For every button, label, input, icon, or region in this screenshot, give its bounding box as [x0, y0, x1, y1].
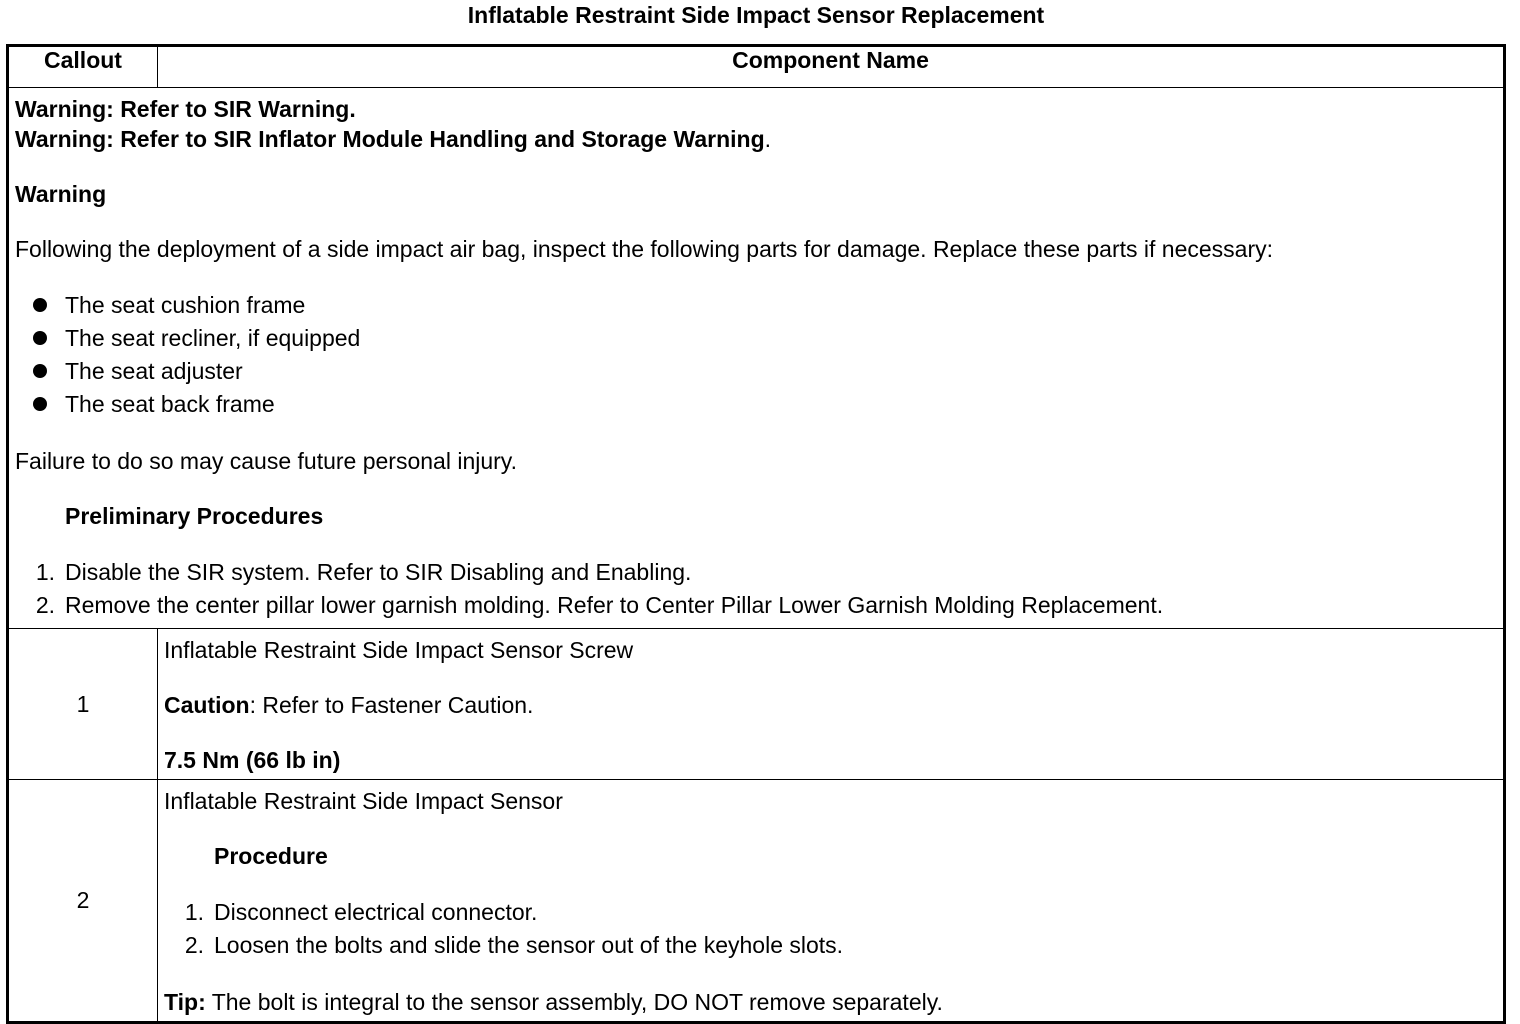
warning-line-1: [15, 94, 1497, 124]
component-cell: [158, 629, 1505, 780]
caution-label: Caution: [164, 692, 250, 718]
tip-line: [164, 987, 1497, 1017]
list-item: The seat back frame: [15, 388, 1497, 421]
list-item: The seat recliner, if equipped: [15, 322, 1497, 355]
warning-line-2: [15, 124, 1497, 154]
procedure-table: [6, 44, 1506, 1024]
bullet-icon: [33, 364, 47, 378]
header-component-name: Component Name: [158, 46, 1505, 88]
table-row: [8, 780, 1505, 1023]
list-item: 1. Disable the SIR system. Refer to SIR Disabling and Enabling.: [35, 559, 692, 585]
table-row: [8, 629, 1505, 780]
warning-heading: Warning: [15, 181, 107, 207]
tip-label: Tip:: [164, 989, 206, 1015]
list-item: 1. Disconnect electrical connector.: [184, 899, 538, 925]
bullet-icon: [33, 331, 47, 345]
failure-note: Failure to do so may cause future personal injury.: [15, 448, 517, 474]
procedure-steps: [164, 896, 1497, 962]
preliminary-steps: [15, 556, 1497, 622]
preliminary-heading: Preliminary Procedures: [65, 503, 324, 529]
bullet-icon: [33, 397, 47, 411]
notes-row: [8, 88, 1505, 629]
warning-text: Refer to SIR Warning.: [120, 96, 356, 122]
list-item: The seat cushion frame: [15, 289, 1497, 322]
list-item: 2. Loosen the bolts and slide the sensor out of the keyhole slots.: [184, 932, 844, 958]
caution-line: Caution: Refer to Fastener Caution.: [164, 692, 534, 718]
component-cell: [158, 780, 1505, 1023]
list-item: 2. Remove the center pillar lower garnish molding. Refer to Center Pillar Lower Garnish Molding Replacement.: [35, 592, 1164, 618]
inspection-list: [15, 289, 1497, 421]
torque-spec: 7.5 Nm (66 lb in): [164, 747, 341, 773]
notes-cell: [8, 88, 1505, 629]
table-header-row: [8, 46, 1505, 88]
warning-period: .: [764, 126, 772, 152]
warning-label: Warning:: [15, 96, 114, 122]
procedure-heading: Procedure: [214, 843, 328, 869]
caution-text: Refer to Fastener Caution.: [256, 692, 534, 718]
document-title: Inflatable Restraint Side Impact Sensor Replacement: [467, 2, 1045, 28]
component-name: Inflatable Restraint Side Impact Sensor: [164, 788, 563, 814]
header-callout: Callout: [8, 46, 158, 88]
callout-number: 2: [8, 780, 158, 1023]
warning-intro: Following the deployment of a side impact air bag, inspect the following parts for damage. Replace these parts if necessary:: [15, 236, 1274, 262]
warning-label: Warning:: [15, 126, 114, 152]
bullet-icon: [33, 298, 47, 312]
list-item: The seat adjuster: [15, 355, 1497, 388]
tip-text: The bolt is integral to the sensor assembly, DO NOT remove separately.: [205, 989, 943, 1015]
warning-text: Refer to SIR Inflator Module Handling and Storage Warning: [120, 126, 765, 152]
callout-number: 1: [8, 629, 158, 780]
component-name: Inflatable Restraint Side Impact Sensor Screw: [164, 637, 634, 663]
